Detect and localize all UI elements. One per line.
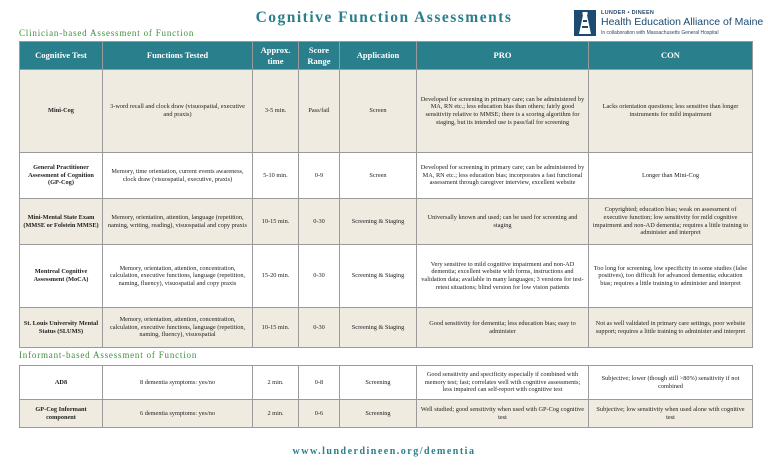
cell-score: 0-30 bbox=[299, 199, 340, 245]
cell-time: 10-15 min. bbox=[253, 308, 299, 348]
header-pro: PRO bbox=[417, 42, 589, 70]
cell-functions: Memory, orientation, attention, concentration, calculation, executive functions, language (repetition, naming, fluency), visuospatial bbox=[103, 308, 253, 348]
cell-pro: Well studied; good sensitivity when used with GP-Cog cognitive test bbox=[417, 400, 589, 428]
cell-con: Subjective; low sensitivity when used alone with cognitive test bbox=[589, 400, 753, 428]
table-row-slums bbox=[20, 308, 753, 348]
informant-assessment-table bbox=[19, 365, 753, 428]
clinician-assessment-table bbox=[19, 41, 753, 348]
cell-test: Mini-Cog bbox=[20, 70, 103, 153]
cell-time: 2 min. bbox=[253, 366, 299, 400]
table-header-row bbox=[20, 42, 753, 70]
section-heading-clinician: Clinician-based Assessment of Function bbox=[19, 28, 195, 38]
cell-functions: Memory, orientation, attention, concentration, calculation, executive functions, language (repetition, naming, fluency), visuospatial and copy praxis bbox=[103, 245, 253, 308]
cell-score: 0-8 bbox=[299, 366, 340, 400]
cell-functions: Memory, time orientation, current events awareness, clock draw (visuospatial, executive, praxis) bbox=[103, 153, 253, 199]
logo-small-text: LUNDER • DINEEN bbox=[601, 10, 655, 16]
cell-time: 10-15 min. bbox=[253, 199, 299, 245]
header-approx-time: Approx. time bbox=[253, 42, 299, 70]
footer-url-link[interactable]: www.lunderdineen.org/dementia bbox=[292, 446, 476, 457]
cell-time: 2 min. bbox=[253, 400, 299, 428]
cell-application: Screening & Staging bbox=[340, 199, 417, 245]
cell-pro: Developed for screening in primary care; can be administered by MA, RN etc.; less education bias than others; fairly good sensitivity relative to MMSE; there is a scoring algorithm for staging, but its intended use is pass/fail for screening bbox=[417, 70, 589, 153]
cell-con: Too long for screening, low specificity in some studies (false positives), too difficult for advanced dementia; education bias; requires a little training to administer and interpret bbox=[589, 245, 753, 308]
cell-score: 0-30 bbox=[299, 308, 340, 348]
cell-pro: Universally known and used; can be used for screening and staging bbox=[417, 199, 589, 245]
cell-con: Subjective; lower (though still >80%) sensitivity if not combined bbox=[589, 366, 753, 400]
cell-score: 0-30 bbox=[299, 245, 340, 308]
header-score-range: Score Range bbox=[299, 42, 340, 70]
cell-test: AD8 bbox=[20, 366, 103, 400]
table-row-gp-cog bbox=[20, 153, 753, 199]
cell-con: Longer than Mini-Cog bbox=[589, 153, 753, 199]
cell-functions: 6 dementia symptoms: yes/no bbox=[103, 400, 253, 428]
cell-functions: Memory, orientation, attention, language (repetition, naming, writing, reading), visuospatial and copy praxis bbox=[103, 199, 253, 245]
page-title: Cognitive Function Assessments bbox=[255, 9, 513, 26]
cell-pro: Developed for screening in primary care; can be administered by MA, RN etc.; less education bias; incorporates a fast functional assessment through caregiver interview, excellent website bbox=[417, 153, 589, 199]
table-row-ad8 bbox=[20, 366, 753, 400]
cell-time: 5-10 min. bbox=[253, 153, 299, 199]
section-heading-informant: Informant-based Assessment of Function bbox=[19, 350, 198, 360]
organization-logo bbox=[574, 10, 764, 38]
cell-application: Screen bbox=[340, 153, 417, 199]
table-row-mmse bbox=[20, 199, 753, 245]
cell-score: 0-6 bbox=[299, 400, 340, 428]
cell-test: GP-Cog Informant component bbox=[20, 400, 103, 428]
cell-application: Screening & Staging bbox=[340, 308, 417, 348]
cell-score: 0-9 bbox=[299, 153, 340, 199]
cell-time: 3-5 min. bbox=[253, 70, 299, 153]
cell-test: St. Louis University Mental Status (SLUMS) bbox=[20, 308, 103, 348]
cell-application: Screening bbox=[340, 366, 417, 400]
cell-pro: Good sensitivity and specificity especially if combined with memory test; fast; correlates well with cognitive assessments; less impaired can self-report with cognitive test bbox=[417, 366, 589, 400]
cell-test: Mini-Mental State Exam (MMSE or Folstein MMSE) bbox=[20, 199, 103, 245]
cell-con: Lacks orientation questions; less sensitive than longer instruments for mild impairment bbox=[589, 70, 753, 153]
header-functions-tested: Functions Tested bbox=[103, 42, 253, 70]
cell-functions: 3-word recall and clock draw (visuospatial, executive and praxis) bbox=[103, 70, 253, 153]
cell-score: Pass/fail bbox=[299, 70, 340, 153]
lighthouse-logo-icon bbox=[574, 10, 596, 36]
logo-subtitle: In collaboration with Massachusetts General Hospital bbox=[601, 30, 719, 36]
cell-application: Screening & Staging bbox=[340, 245, 417, 308]
cell-pro: Very sensitive to mild cognitive impairment and non-AD dementia; excellent website with forms, instructions and validation data; available in many languages; 3 versions for test-retest situations; blind version for low vision patients bbox=[417, 245, 589, 308]
cell-test: General Practitioner Assessment of Cognition (GP-Cog) bbox=[20, 153, 103, 199]
cell-functions: 8 dementia symptoms: yes/no bbox=[103, 366, 253, 400]
cell-application: Screening bbox=[340, 400, 417, 428]
cell-con: Not as well validated in primary care settings, poor website support; requires a little training to administer and interpret bbox=[589, 308, 753, 348]
header-application: Application bbox=[340, 42, 417, 70]
cell-time: 15-20 min. bbox=[253, 245, 299, 308]
table-row-gp-cog-informant bbox=[20, 400, 753, 428]
logo-name: Health Education Alliance of Maine bbox=[601, 16, 764, 28]
table-row-moca bbox=[20, 245, 753, 308]
cell-con: Copyrighted; education bias; weak on assessment of executive function; low sensitivity for mild cognitive impairment and non-AD dementia; requires a little training to administer and interpret bbox=[589, 199, 753, 245]
cell-application: Screen bbox=[340, 70, 417, 153]
header-cognitive-test: Cognitive Test bbox=[20, 42, 103, 70]
table-row-mini-cog bbox=[20, 70, 753, 153]
cell-test: Montreal Cognitive Assessment (MoCA) bbox=[20, 245, 103, 308]
cell-pro: Good sensitivity for dementia; less education bias; easy to administer bbox=[417, 308, 589, 348]
header-con: CON bbox=[589, 42, 753, 70]
